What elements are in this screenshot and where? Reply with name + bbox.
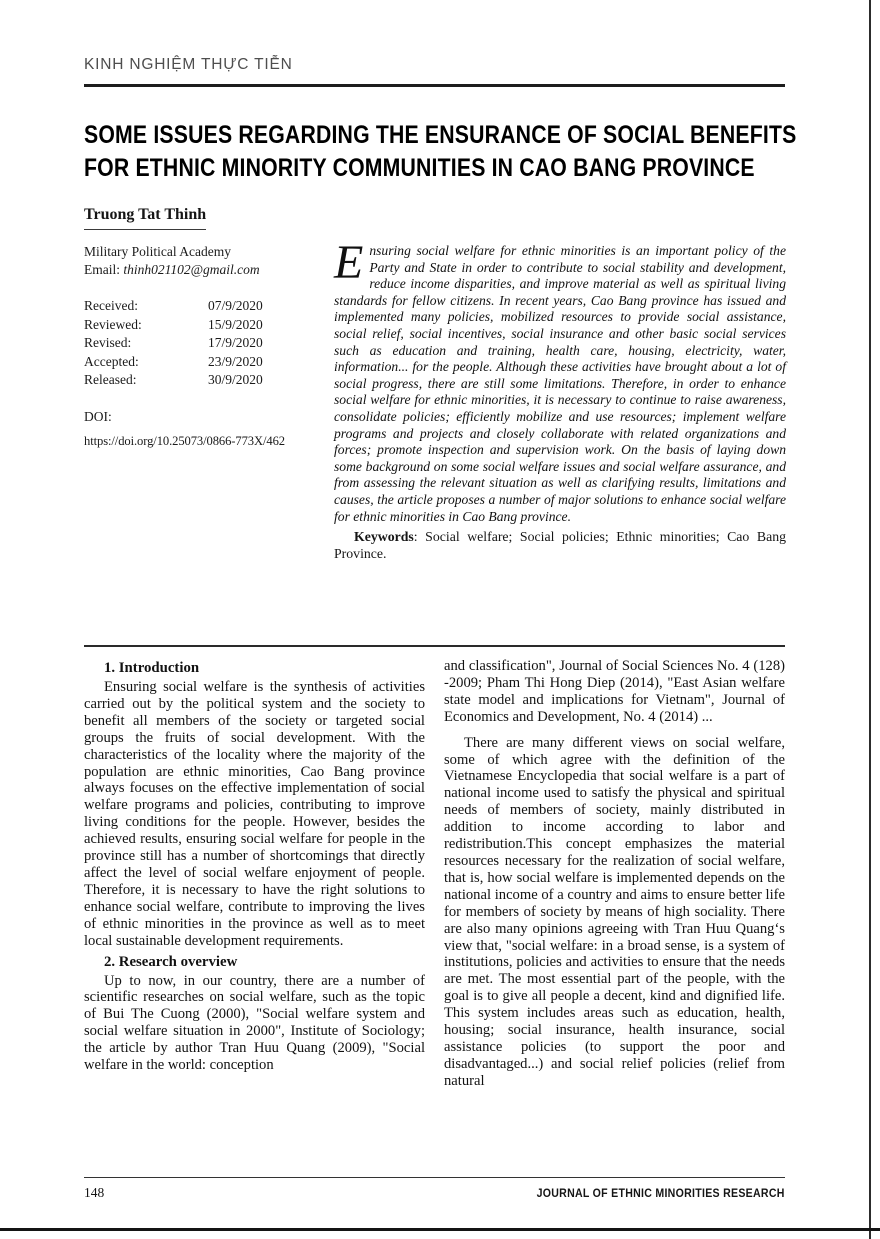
doi-link[interactable]: https://doi.org/10.25073/0866-773X/462: [84, 433, 285, 448]
article-title: [84, 119, 796, 185]
body-paragraph: Ensuring social welfare is the synthesis of activities carried out by the political system and the society to benefit all members of the society or targeted social groups the fruits of social development. With the characteristics of the locality where the majority of the population are ethnic minorities, Cao Bang province always focuses on the effective implementation of social welfare programs and policies, contributing to improve living conditions for the people. However, besides the achieved results, ensuring social welfare for people in the province still has a number of shortcomings that directly affect the level of social welfare enjoyment of people. Therefore, it is necessary to have the right solutions to enhance social welfare, contribute to improving the lives of ethnic minorities in the province as well as to meet local sustainable development requirements.: [84, 679, 425, 949]
body-column-right: [444, 658, 785, 1090]
body-paragraph: There are many different views on social welfare, some of which agree with the definition of the Vietnamese Encyclopedia that social welfare is a part of national income used to satisfy the physical and spiritual needs of members of society, mainly distributed in addition to income according to labor and redistribution.This concept emphasizes the material resources necessary for the realization of social welfare, that is, how social welfare is implemented depends on the national income of a country and aims to ensure better life for members of society by means of high sociality. There are also many opinions agreeing with Tran Huu Quang‘s view that, "social welfare: in a broad sense, is a system of institutions, policies and activities to ensure that the needs are met. The most essential part of the people, with the goal is to give all people a decent, kind and dignified life. This system includes areas such as education, health, housing; social insurance, health insurance, social assistance policies (to support the poor and disadvantaged...) and social relief policies (relief from natural: [444, 734, 785, 1089]
date-value: 15/9/2020: [208, 316, 263, 332]
article-meta: [84, 243, 336, 450]
date-row-revised: [84, 334, 336, 353]
body-column-left: [84, 658, 425, 1074]
journal-name: JOURNAL OF ETHNIC MINORITIES RESEARCH: [536, 1188, 785, 1200]
email-row: [84, 261, 336, 279]
article-title-line-2: FOR ETHNIC MINORITY COMMUNITIES IN CAO BANG PROVINCE: [84, 154, 755, 182]
footer-rule: [84, 1177, 785, 1178]
review-dates: [84, 297, 336, 390]
date-value: 07/9/2020: [208, 298, 263, 313]
abstract-section: [334, 236, 786, 562]
date-label: Received:: [84, 298, 138, 313]
date-value: 17/9/2020: [208, 335, 263, 351]
article-title-line-1: SOME ISSUES REGARDING THE ENSURANCE OF SOCIAL BENEFITS: [84, 121, 797, 149]
date-row-released: [84, 371, 336, 390]
keywords-label: Keywords: [354, 529, 414, 545]
abstract-paragraph: [334, 236, 786, 525]
footer: [84, 1185, 785, 1201]
date-label: Accepted:: [84, 353, 139, 369]
section-divider-rule: [84, 645, 785, 647]
keywords-text: : Social welfare; Social policies; Ethnic minorities; Cao Bang Province.: [334, 529, 786, 562]
date-label: Released:: [84, 372, 137, 388]
running-head: KINH NGHIỆM THỰC TIỄN: [84, 56, 293, 73]
scan-edge-bottom: [0, 1228, 880, 1231]
author-affiliation: Military Political Academy: [84, 244, 231, 259]
doi-label: DOI:: [84, 408, 112, 424]
body-paragraph: Up to now, in our country, there are a number of scientific researches on social welfare, such as the topic of Bui The Cuong (2000), "Social welfare system and social welfare situation in 2000", Institute of Sociology; the article by author Tran Huu Quang (2009), "Social welfare in the world: conception: [84, 972, 425, 1074]
date-row-received: [84, 297, 336, 316]
date-value: 23/9/2020: [208, 353, 263, 369]
date-row-accepted: [84, 353, 336, 372]
keywords-line: [334, 528, 786, 562]
section-heading-introduction: 1. Introduction: [104, 660, 200, 676]
email-label: Email:: [84, 262, 124, 277]
date-label: Revised:: [84, 335, 132, 351]
abstract-dropcap: E: [334, 236, 364, 289]
abstract-text: nsuring social welfare for ethnic minorities is an important policy of the Party and State in order to contribute to social stability and development, reduce income disparities, and improve material as well as spiritual living standards for fellow citizens. In recent years, Cao Bang province has issued and implemented many policies, mobilized resources to provide social assistance, social relief, social incentives, social insurance and other basic social services such as education and training, health care, housing, electricity, water, information... for the people. Although these activities have brought about a lot of social progress, there are still some limitations. Therefore, in order to enhance social welfare for ethnic minorities, it is necessary to continue to raise awareness, consolidate policies; efficiently mobilize and use resources; implement welfare programs and projects and closely collaborate with related organizations and forces; promote inspection and supervision work. On the basis of laying down some background on some social welfare issues and social welfare assurance, and from assessing the relevant situation as well as clarifying results, limitations and causes, the article proposes a number of major solutions to enhance social welfare for ethnic minorities in Cao Bang province.: [334, 243, 786, 524]
scan-edge-right: [869, 0, 871, 1239]
header-rule: [84, 84, 785, 87]
page-number: 148: [84, 1185, 105, 1200]
date-label: Reviewed:: [84, 316, 142, 332]
section-heading-research-overview: 2. Research overview: [104, 953, 238, 970]
author-name: Truong Tat Thinh: [84, 206, 206, 230]
email-link[interactable]: thinh021102@gmail.com: [123, 262, 260, 277]
body-paragraph-continuation: and classification", Journal of Social Sciences No. 4 (128) -2009; Pham Thi Hong Diep (2014), "East Asian welfare state model and implications for Vietnam", Journal of Economics and Development, No. 4 (2014) ...: [444, 658, 785, 725]
date-row-reviewed: [84, 316, 336, 335]
date-value: 30/9/2020: [208, 372, 263, 388]
